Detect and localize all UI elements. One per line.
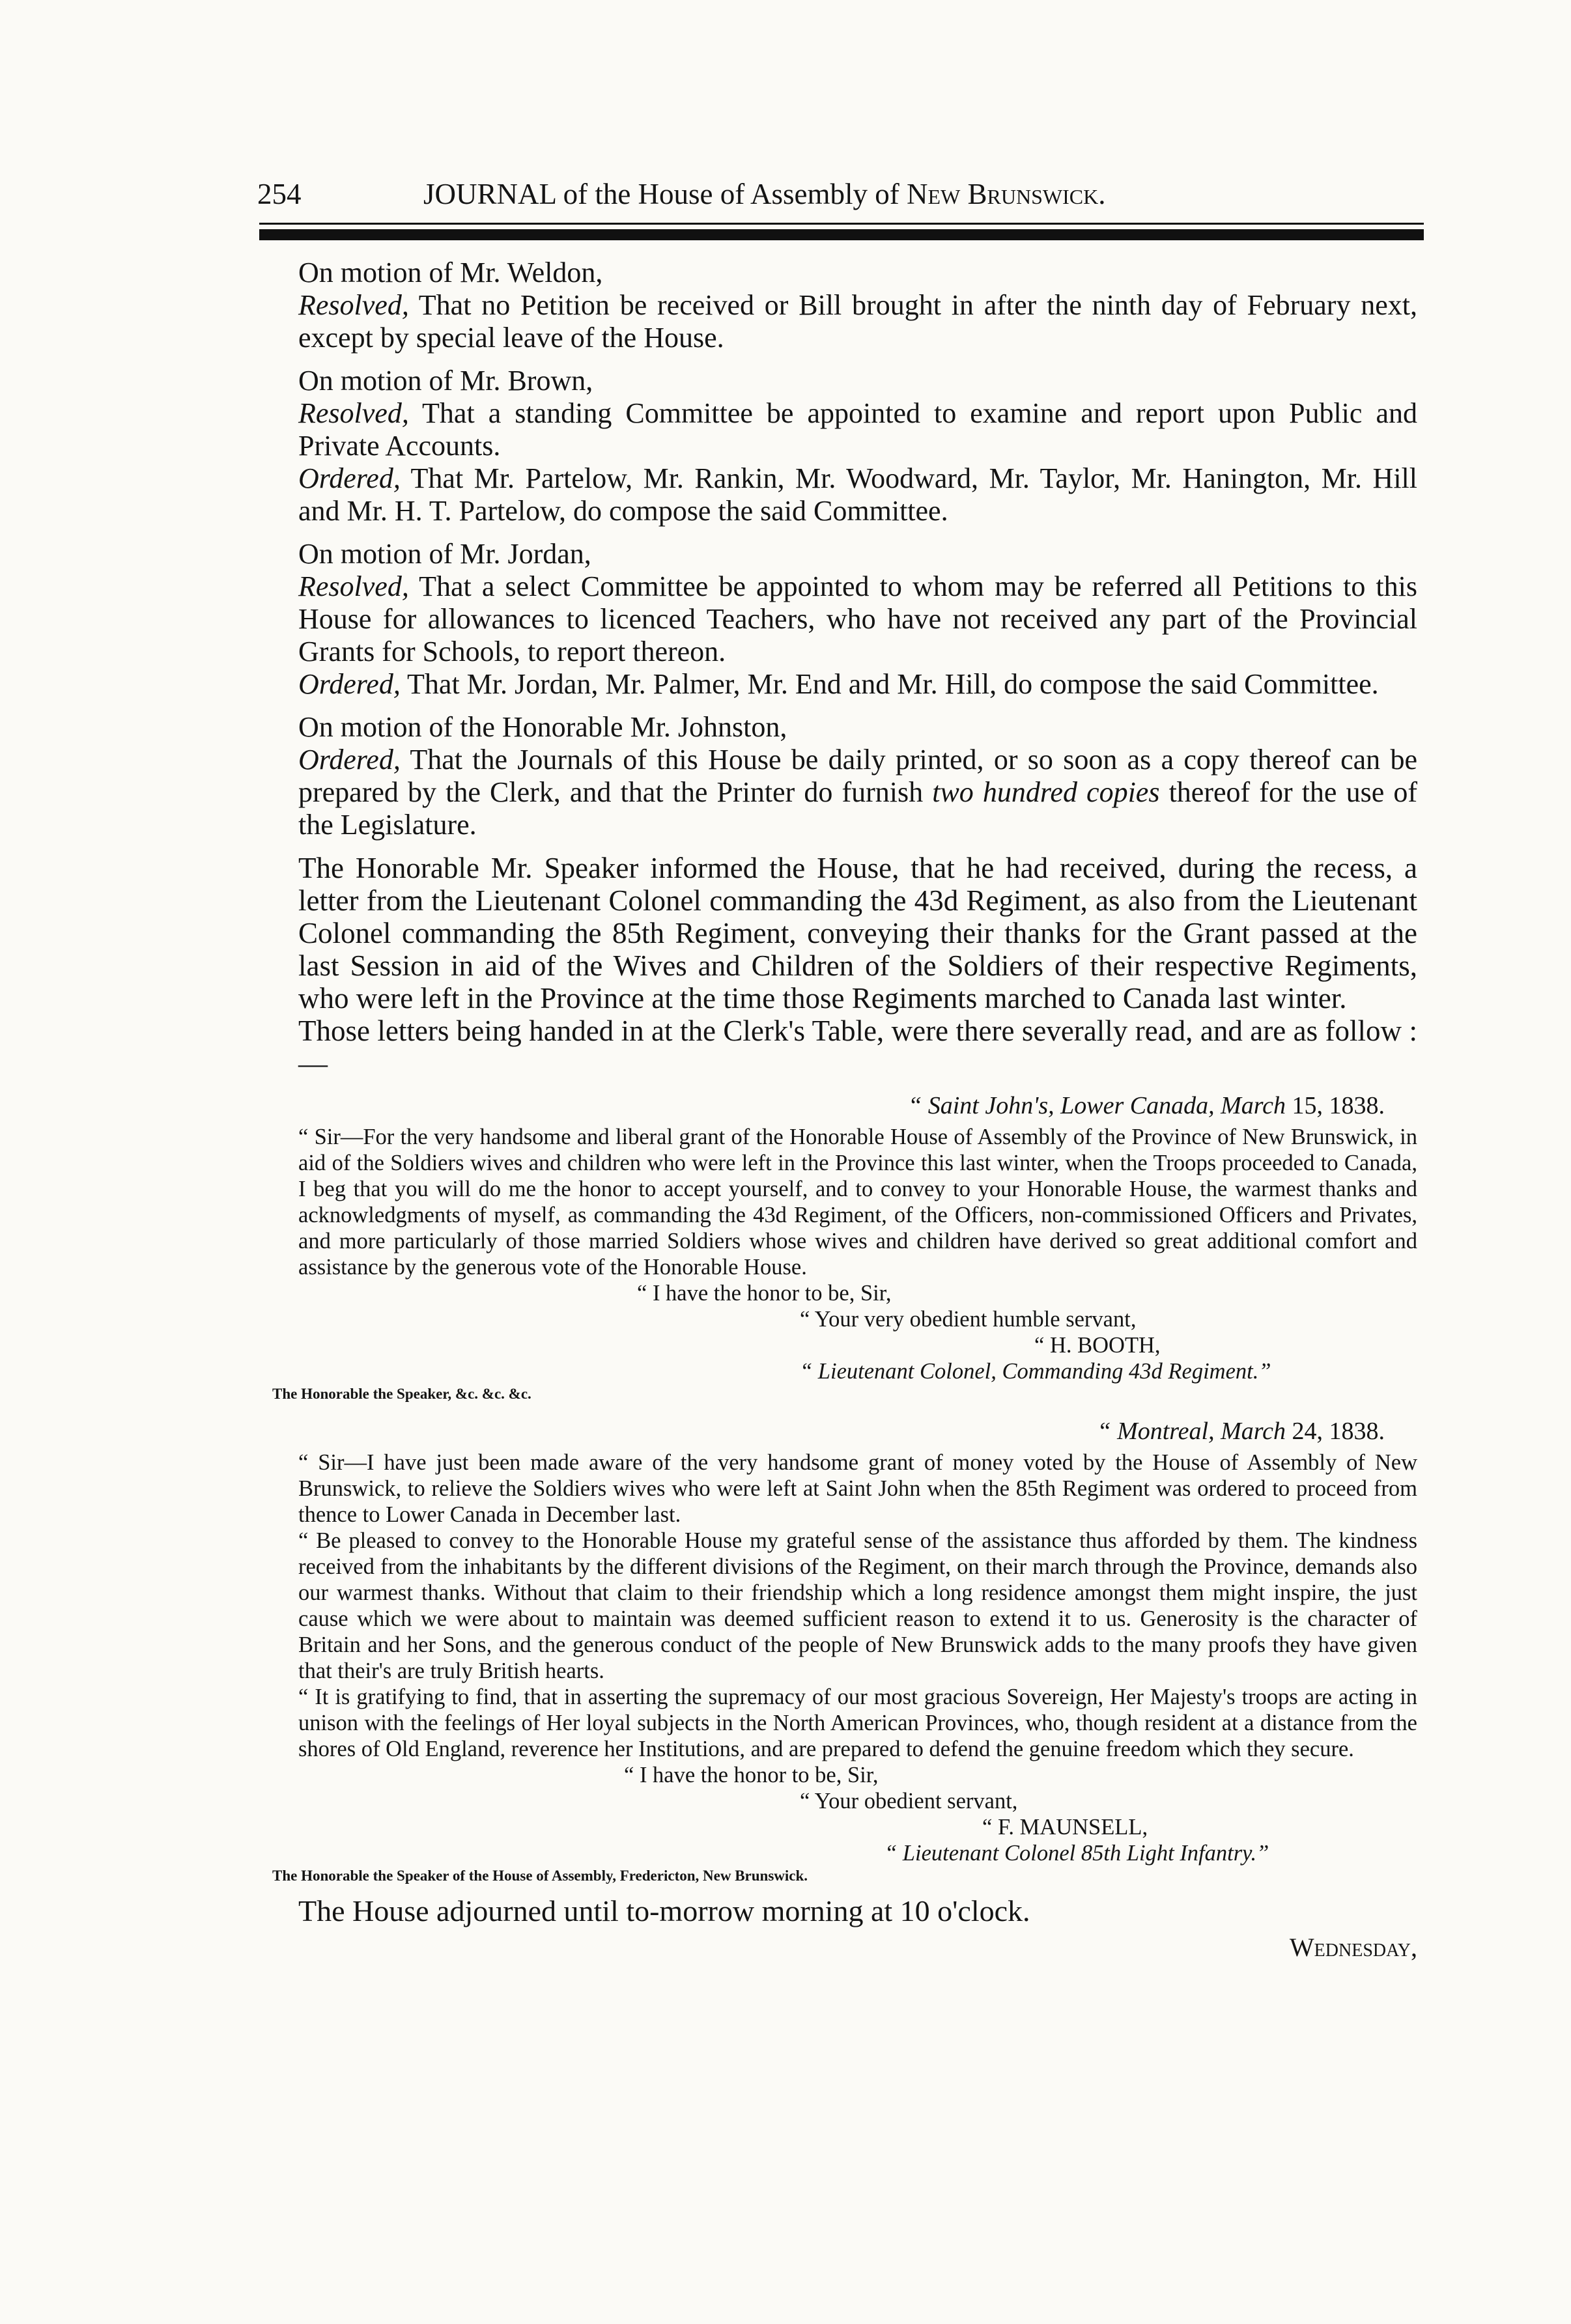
letter-closing: “ Your very obedient humble servant, (800, 1307, 1137, 1332)
adjournment-line: The House adjourned until to-morrow morning at 10 o'clock. (298, 1894, 1030, 1927)
header-rule-thick (259, 229, 1424, 240)
letter-dateline: “ Saint John's, Lower Canada, March 15, 1838. (908, 1092, 1385, 1119)
letter-closing: “ I have the honor to be, Sir, (637, 1281, 892, 1306)
letters-paragraph: Those letters being handed in at the Clerk's Table, were there severally read, and are as follow :— (298, 1015, 1417, 1080)
resolution: Resolved, That a standing Committee be appointed to examine and report upon Public and Private Accounts. (298, 397, 1417, 462)
letter-closing: “ I have the honor to be, Sir, (624, 1763, 879, 1787)
letter-signature: “ H. BOOTH, (1034, 1333, 1161, 1358)
letter-maunsell (272, 1418, 1417, 1886)
order: Ordered, That the Journals of this House be daily printed, or so soon as a copy thereof can be prepared by the Clerk, and that the Printer do furnish two hundred copies thereof for the use of the Legislature. (298, 744, 1417, 841)
letter-signature: “ F. MAUNSELL, (982, 1815, 1148, 1840)
letter-dateline: “ Montreal, March 24, 1838. (1097, 1418, 1385, 1445)
letter-body: “ Sir—For the very handsome and liberal grant of the Honorable House of Assembly of the Province of New Brunswick, in aid of the Soldiers wives and children who were left in the Province this last winter, when the Troops proceeded to Canada, I beg that you will do me the honor to accept yourself, and to convey to your Honorable House, the warmest thanks and acknowledgments of myself, as commanding the 43d Regiment, of the Officers, non-commissioned Officers and Privates, and more particularly of those married Soldiers whose wives and children have derived so great additional comfort and assistance by the generous vote of the Honorable House. (298, 1125, 1417, 1280)
speaker-paragraph: The Honorable Mr. Speaker informed the House, that he had received, during the recess, a letter from the Lieutenant Colonel commanding the 43d Regiment, as also from the Lieutenant Colonel commanding the 85th Regiment, conveying their thanks for the Grant passed at the last Session in aid of the Wives and Children of the Soldiers of their respective Regiments, who were left in the Province at the time those Regiments marched to Canada last winter. (298, 852, 1417, 1015)
letter-paragraph: “ Sir—I have just been made aware of the very handsome grant of money voted by the House of Assembly of New Brunswick, to relieve the Soldiers wives who were left at Saint John when the 85th Regiment was ordered to proceed from thence to Lower Canada in December last. (298, 1450, 1417, 1527)
catchword: Wednesday, (1289, 1933, 1417, 1962)
page-number: 254 (257, 178, 302, 210)
motion-line: On motion of Mr. Jordan, (298, 538, 591, 570)
motion-line: On motion of Mr. Brown, (298, 365, 593, 397)
order: Ordered, That Mr. Partelow, Mr. Rankin, Mr. Woodward, Mr. Taylor, Mr. Hanington, Mr. Hill and Mr. H. T. Partelow, do compose the said Committee. (298, 462, 1417, 527)
header-rule-thin (259, 223, 1424, 225)
letter-paragraph: “ Be pleased to convey to the Honorable House my grateful sense of the assistance thus afforded by them. The kindness received from the inhabitants by the different divisions of the Regiment, on their march through the Province, demands also our warmest thanks. Without that claim to their friendship which a long residence amongst them might inspire, the just cause which we were about to maintain was deemed sufficient reason to extend it to us. Generosity is the character of Britain and her Sons, and the generous conduct of the people of New Brunswick adds to the many proofs they have given that their's are truly British hearts. (298, 1528, 1417, 1683)
letter-paragraph: “ It is gratifying to find, that in asserting the supremacy of our most gracious Sovereign, Her Majesty's troops are acting in unison with the feelings of Her loyal subjects in the North American Provinces, who, though resident at a distance from the shores of Old England, reverence her Institutions, and are prepared to defend the genuine freedom which they secure. (298, 1685, 1417, 1761)
letter-rank: “ Lieutenant Colonel, Commanding 43d Regiment.” (800, 1359, 1271, 1384)
motion-line: On motion of Mr. Weldon, (298, 257, 603, 288)
order: Ordered, That Mr. Jordan, Mr. Palmer, Mr. End and Mr. Hill, do compose the said Committee. (298, 668, 1379, 700)
running-header (257, 177, 1423, 217)
resolution: Resolved, That a select Committee be appointed to whom may be referred all Petitions to this House for allowances to licenced Teachers, who have not received any part of the Provincial Grants for Schools, to report thereon. (298, 570, 1417, 667)
letter-addressee: The Honorable the Speaker, &c. &c. &c. (272, 1386, 531, 1402)
motion-line: On motion of the Honorable Mr. Johnston, (298, 711, 787, 743)
letter-booth (272, 1092, 1417, 1404)
letter-rank: “ Lieutenant Colonel 85th Light Infantry.” (885, 1841, 1269, 1866)
letter-addressee: The Honorable the Speaker of the House of Assembly, Fredericton, New Brunswick. (272, 1868, 808, 1884)
resolution: Resolved, That no Petition be received or Bill brought in after the ninth day of February next, except by special leave of the House. (298, 289, 1417, 354)
letter-closing: “ Your obedient servant, (800, 1789, 1018, 1813)
running-title: JOURNAL of the House of Assembly of New Brunswick. (423, 178, 1106, 210)
journal-body (272, 257, 1417, 1964)
